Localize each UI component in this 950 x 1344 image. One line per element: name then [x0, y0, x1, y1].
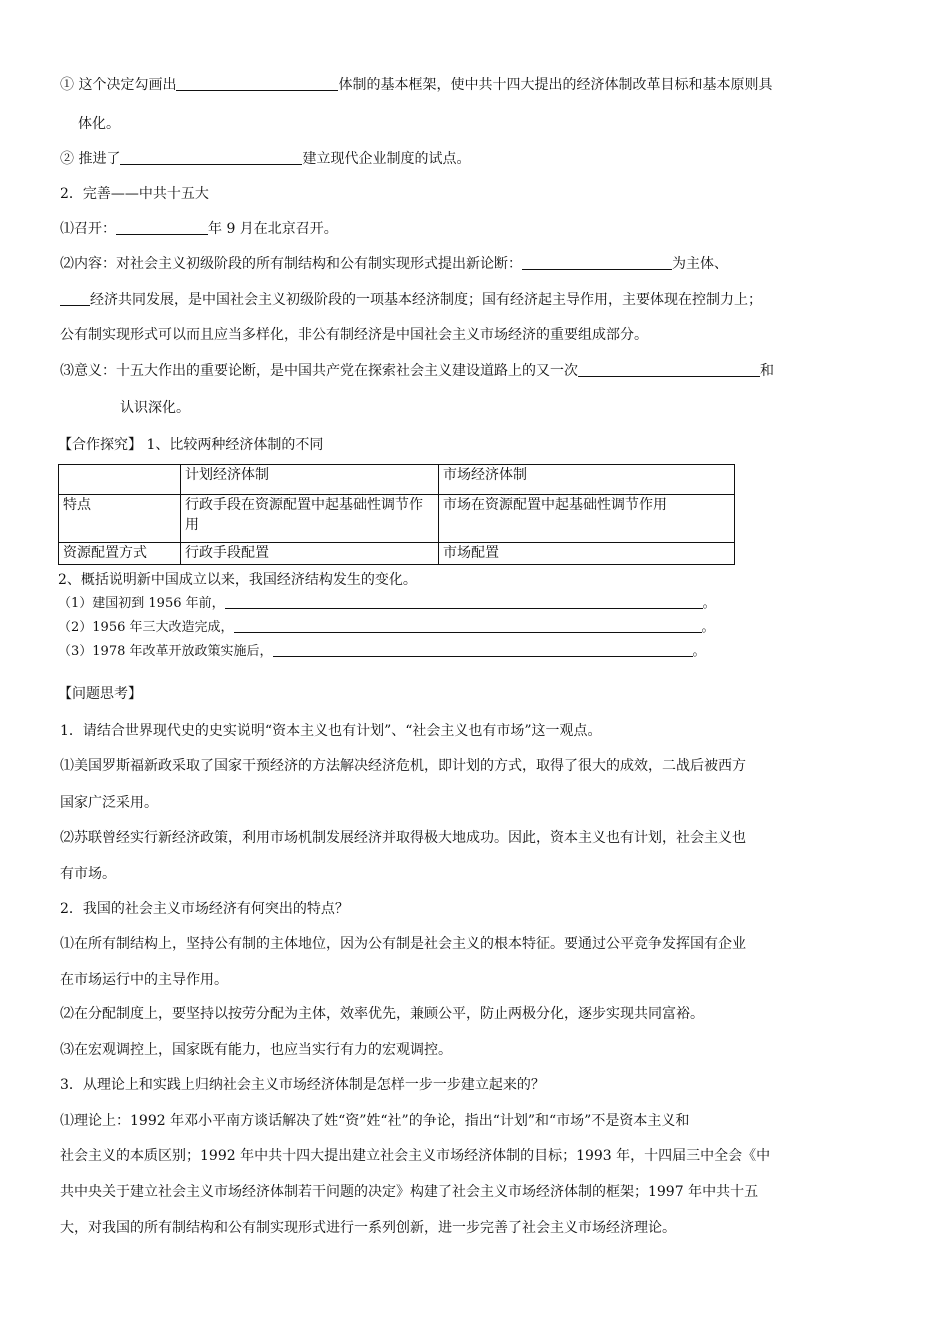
text-segment: 【问题思考】: [58, 686, 142, 702]
changes-item-3: [58, 642, 898, 662]
thinking-line: ⑴在所有制结构上，坚持公有制的主体地位，因为公有制是社会主义的根本特征。要通过公平竞争发挥国有企业: [60, 936, 746, 952]
thinking-line: 3．从理论上和实践上归纳社会主义市场经济体制是怎样一步一步建立起来的？: [60, 1077, 545, 1093]
section-problem-thinking: [58, 684, 898, 704]
text-segment: 2．完善——中共十五大: [60, 186, 209, 202]
line-significance: [60, 361, 900, 381]
text-segment: ② 推进了: [60, 151, 121, 167]
text-segment: 年 9 月在北京召开。: [208, 221, 338, 237]
table-cell: 市场经济体制: [439, 465, 735, 495]
text-segment: 体制的基本框架，使中共十四大提出的经济体制改革目标和基本原则具: [338, 77, 773, 93]
text-segment: 认识深化。: [120, 400, 190, 416]
table-cell: 计划经济体制: [181, 465, 439, 495]
fill-blank[interactable]: [578, 362, 760, 377]
thinking-line: 2．我国的社会主义市场经济有何突出的特点？: [60, 901, 349, 917]
text-segment: 。: [702, 596, 716, 611]
table-cell: 特点: [59, 495, 181, 543]
fill-blank[interactable]: [522, 255, 672, 270]
line-continuation: [78, 114, 918, 134]
fill-blank[interactable]: [225, 594, 703, 609]
table-cell: 资源配置方式: [59, 543, 181, 565]
section-heading-15th-congress: [60, 184, 900, 204]
fill-blank[interactable]: [234, 618, 702, 633]
fill-blank[interactable]: [60, 291, 90, 306]
fill-blank[interactable]: [116, 220, 208, 235]
thinking-line: ⑵在分配制度上，要坚持以按劳分配为主体，效率优先，兼顾公平，防止两极分化，逐步实现共同富裕。: [60, 1006, 704, 1022]
text-segment: 2、概括说明新中国成立以来，我国经济结构发生的变化。: [58, 572, 417, 588]
text-segment: 体化。: [78, 116, 120, 132]
text-segment: 公有制实现形式可以而且应当多样化，非公有制经济是中国社会主义市场经济的重要组成部分。: [60, 327, 648, 343]
text-segment: 和: [760, 363, 774, 379]
text-segment: ⑵内容：对社会主义初级阶段的所有制结构和公有制实现形式提出新论断：: [60, 256, 522, 272]
text-segment: 为主体、: [672, 256, 728, 272]
thinking-line: 在市场运行中的主导作用。: [60, 972, 228, 988]
thinking-line: ⑶在宏观调控上，国家既有能力，也应当实行有力的宏观调控。: [60, 1042, 452, 1058]
section-cooperative-inquiry: [58, 435, 898, 455]
line-content-2: [60, 290, 900, 310]
fill-blank[interactable]: [120, 150, 302, 165]
text-segment: 。: [692, 644, 706, 659]
thinking-line: 1．请结合世界现代史的史实说明“资本主义也有计划”、“社会主义也有市场”这一观点。: [60, 723, 602, 739]
text-segment: （1）建国初到 1956 年前，: [58, 596, 225, 611]
changes-title: [58, 570, 898, 590]
text-segment: ⑴召开：: [60, 221, 116, 237]
line-convened: [60, 219, 900, 239]
thinking-line: 社会主义的本质区别；1992 年中共十四大提出建立社会主义市场经济体制的目标；1993 年，十四届三中全会《中: [60, 1148, 771, 1164]
changes-item-1: [58, 594, 898, 614]
text-segment: 。: [701, 620, 715, 635]
text-segment: （3）1978 年改革开放政策实施后，: [58, 644, 273, 659]
thinking-line: ⑴理论上：1992 年邓小平南方谈话解决了姓“资”姓“社”的争论，指出“计划”和“市场”不是资本主义和: [60, 1113, 690, 1129]
table-row: [59, 543, 735, 565]
thinking-line: ⑵苏联曾经实行新经济政策，利用市场机制发展经济并取得极大地成功。因此，资本主义也有计划，社会主义也: [60, 830, 746, 846]
comparison-table: [58, 464, 735, 565]
line-decision-framework: [60, 75, 900, 95]
fill-blank[interactable]: [176, 76, 338, 91]
text-segment: ① 这个决定勾画出: [60, 77, 177, 93]
line-enterprise-pilot: [60, 149, 900, 169]
text-segment: ⑶意义：十五大作出的重要论断，是中国共产党在探索社会主义建设道路上的又一次: [60, 363, 578, 379]
thinking-line: 共中央关于建立社会主义市场经济体制若干问题的决定》构建了社会主义市场经济体制的框架；1997 年中共十五: [60, 1184, 759, 1200]
line-continuation: [120, 398, 950, 418]
thinking-line: 国家广泛采用。: [60, 795, 158, 811]
text-segment: 【合作探究】 1、比较两种经济体制的不同: [58, 437, 324, 453]
thinking-line: 大，对我国的所有制结构和公有制实现形式进行一系列创新，进一步完善了社会主义市场经济理论。: [60, 1220, 676, 1236]
text-segment: 建立现代企业制度的试点。: [302, 151, 471, 167]
table-cell: [59, 465, 181, 495]
fill-blank[interactable]: [273, 642, 693, 657]
table-cell: 市场配置: [439, 543, 735, 565]
thinking-line: 有市场。: [60, 866, 116, 882]
table-row: [59, 495, 735, 543]
line-content-3: [60, 325, 900, 345]
line-content: [60, 254, 900, 274]
table-cell: 市场在资源配置中起基础性调节作用: [439, 495, 735, 543]
changes-item-2: [58, 618, 898, 638]
table-header-row: [59, 465, 735, 495]
table-cell: 行政手段配置: [181, 543, 439, 565]
text-segment: （2）1956 年三大改造完成，: [58, 620, 234, 635]
text-segment: 经济共同发展，是中国社会主义初级阶段的一项基本经济制度；国有经济起主导作用，主要体现在控制力上；: [90, 292, 762, 308]
thinking-line: ⑴美国罗斯福新政采取了国家干预经济的方法解决经济危机，即计划的方式，取得了很大的成效，二战后被西方: [60, 758, 746, 774]
table-cell: 行政手段在资源配置中起基础性调节作用: [181, 495, 439, 543]
